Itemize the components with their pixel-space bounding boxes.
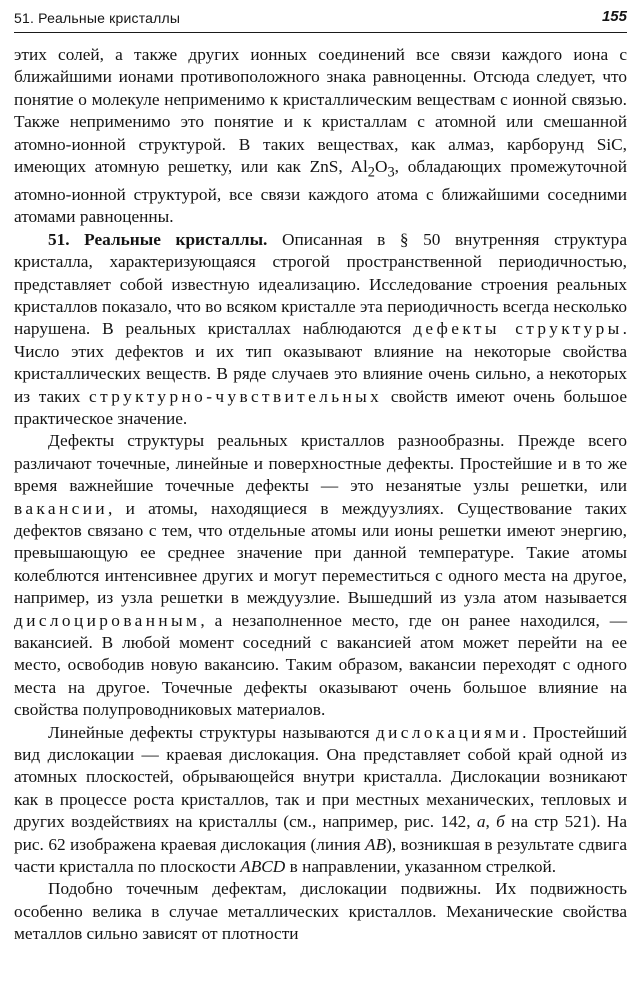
p4-text-5: ), возникшая в результате сдвига части кристалла по плоскости <box>14 834 627 877</box>
p3-term-vacancies: вакансии <box>14 498 109 518</box>
p4-term-dislocations: дислокациями <box>375 722 523 742</box>
p2-text-1: Описанная в § 50 внутренняя структура кристалла, характеризующаяся строгой пространственной периодичностью, представляет собой известную идеализацию. Исследование строения реальных кристаллов показало, что во всяком кристалле эта периодичность всегда несколько нарушена. В реальных кристаллах наблюдаются <box>14 229 627 339</box>
p2-text-3: свойств имеют очень большое практическое значение. <box>14 386 627 428</box>
p1-text-2: O <box>374 157 388 177</box>
p4-text-2: . Простейший вид дислокации — краевая дислокация. Она представляет собой край одной из атомных плоскостей, обрывающейся внутри кристалла. Дислокации возникают как в процессе роста кристаллов, так и при местных механических, тепловых и других воздействиях на кристаллы (см., например, рис. 142, <box>14 722 627 832</box>
p4-fig-label-b: б <box>496 812 505 832</box>
paragraph-5 <box>14 878 627 945</box>
p5-text-1: Подобно точечным дефектам, дислокации подвижны. Их подвижность особенно велика в случае металлических кристаллов. Механические свойства металлов сильно зависят от плотности <box>14 879 627 944</box>
p1-text-1: этих солей, а также других ионных соединений все связи каждого иона с ближайшими ионами противоположного знака равноценны. Отсюда следует, что понятие о молекуле неприменимо к кристаллическим веществам с ионной связью. Также неприменимо это понятие и к кристаллам с атомной или смешанной атомно-ионной структурой. В таких веществах, как алмаз, карборунд SiC, имеющих атомную решетку, или как ZnS, Al <box>14 45 627 177</box>
running-title: 51. Реальные кристаллы <box>14 10 181 26</box>
p3-text-1: Дефекты структуры реальных кристаллов разнообразны. Прежде всего различают точечные, линейные и поверхностные дефекты. Простейшие и в то же время важнейшие точечные дефекты — это незанятые узлы решетки, или <box>14 431 627 496</box>
p1-subscript-2: 3 <box>387 164 395 181</box>
p4-text-4: на стр 521). На рис. 62 изображена краевая дислокация (линия <box>14 812 627 854</box>
paragraph-3 <box>14 430 627 721</box>
p4-text-3: , <box>485 812 497 832</box>
p2-term-structure-sensitive: структурно-чувствительных <box>89 386 383 406</box>
p4-text-1: Линейные дефекты структуры называются <box>48 722 376 742</box>
page-number: 155 <box>601 8 627 25</box>
running-header <box>14 6 627 33</box>
page-body <box>14 44 627 946</box>
paragraph-2 <box>14 229 627 431</box>
p1-subscript-1: 2 <box>367 164 375 181</box>
p4-plane-abcd: ABCD <box>240 857 286 877</box>
p4-line-ab: AB <box>365 834 387 854</box>
p3-text-2: , и атомы, находящиеся в междуузлиях. Существование таких дефектов связано с тем, что отдельные атомы или ионы решетки имеют энергию, превышающую ее среднее значение при данной температуре. Такие атомы колеблются интенсивнее других и могут переместиться с одного места на другое, например, из узла решетки в междуузлие. Вышедший из узла атом называется <box>14 498 627 608</box>
paragraph-4 <box>14 722 627 879</box>
p3-text-3: , а незаполненное место, где он ранее находился, — вакансией. В любой момент соседний с вакансией атом может перейти на ее место, освободив новую вакансию. Таким образом, вакансии переходят с одного места на другое. Точечные дефекты оказывают очень большое влияние на свойства полупроводниковых материалов. <box>14 610 627 720</box>
paragraph-1 <box>14 44 627 229</box>
p2-text-2: . Число этих дефектов и их тип оказывают влияние на некоторые свойства кристаллических веществ. В ряде случаев это влияние очень сильно, а некоторых из таких <box>14 319 627 406</box>
p4-fig-label-a: а <box>476 812 486 832</box>
p2-term-defects: дефекты структуры <box>413 319 623 339</box>
p1-text-3: , обладающих промежуточной атомно-ионной структурой, все связи каждого атома с ближайшими соседними атомами равноценны. <box>14 157 627 227</box>
section-title: 51. Реальные кристаллы. <box>48 229 268 249</box>
p4-text-6: в направлении, указанном стрелкой. <box>285 857 557 877</box>
p3-term-dislocated: дислоцированным <box>14 610 201 630</box>
